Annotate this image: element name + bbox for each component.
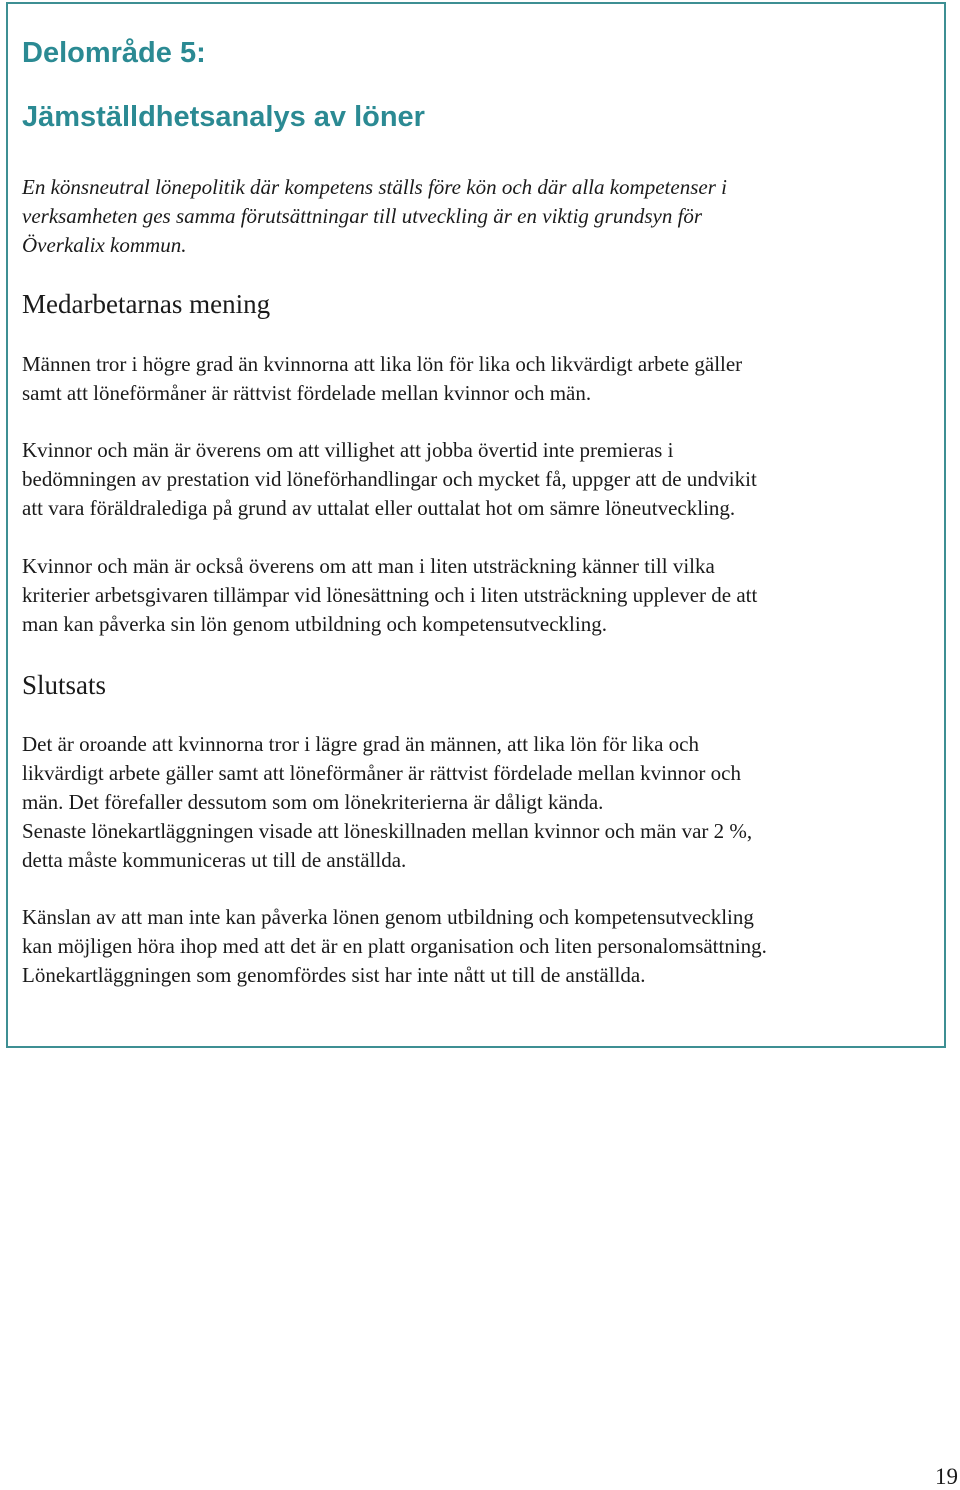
section-heading-conclusion: Slutsats [22, 670, 107, 700]
paragraph [22, 350, 932, 408]
paragraph-line: Lönekartläggningen som genomfördes sist har inte nått ut till de anställda. [22, 963, 646, 987]
paragraph-line: Senaste lönekartläggningen visade att löneskillnaden mellan kvinnor och män var 2 %, [22, 819, 753, 843]
intro-line: Överkalix kommun. [22, 233, 187, 257]
intro-line: En könsneutral lönepolitik där kompetens ställs före kön och där alla kompetenser i [22, 175, 727, 199]
paragraph-line: Kvinnor och män är överens om att villighet att jobba övertid inte premieras i [22, 438, 674, 462]
page-title: Jämställdhetsanalys av löner [22, 101, 425, 133]
paragraph-line: kriterier arbetsgivaren tillämpar vid lönesättning och i liten utsträckning upplever de att [22, 583, 758, 607]
section-heading-employee-opinion: Medarbetarnas mening [22, 289, 271, 319]
intro-statement [22, 173, 922, 260]
paragraph [22, 730, 932, 875]
intro-line: verksamheten ges samma förutsättningar till utveckling är en viktig grundsyn för [22, 204, 703, 228]
paragraph-line: samt att löneförmåner är rättvist fördelade mellan kvinnor och män. [22, 381, 592, 405]
section-number-heading: Delområde 5: [22, 37, 206, 69]
paragraph-line: Männen tror i högre grad än kvinnorna att lika lön för lika och likvärdigt arbete gäller [22, 352, 743, 376]
paragraph-line: Det är oroande att kvinnorna tror i lägre grad än männen, att lika lön för lika och [22, 732, 700, 756]
page-number: 19 [935, 1464, 958, 1489]
paragraph-line: likvärdigt arbete gäller samt att löneförmåner är rättvist fördelade mellan kvinnor och [22, 761, 741, 785]
paragraph-line: kan möjligen höra ihop med att det är en platt organisation och liten personalomsättning. [22, 934, 767, 958]
paragraph-line: Känslan av att man inte kan påverka lönen genom utbildning och kompetensutveckling [22, 905, 754, 929]
content-frame [6, 2, 946, 1048]
paragraph-line: män. Det förefaller dessutom som om lönekriterierna är dåligt kända. [22, 790, 604, 814]
paragraph [22, 552, 932, 639]
paragraph-line: man kan påverka sin lön genom utbildning och kompetensutveckling. [22, 612, 607, 636]
paragraph-line: detta måste kommuniceras ut till de anställda. [22, 848, 407, 872]
paragraph-line: Kvinnor och män är också överens om att man i liten utsträckning känner till vilka [22, 554, 715, 578]
paragraph [22, 436, 932, 523]
paragraph-line: att vara föräldralediga på grund av uttalat eller outtalat hot om sämre löneutveckling. [22, 496, 736, 520]
paragraph-line: bedömningen av prestation vid löneförhandlingar och mycket få, uppger att de undvikit [22, 467, 757, 491]
paragraph [22, 903, 932, 990]
